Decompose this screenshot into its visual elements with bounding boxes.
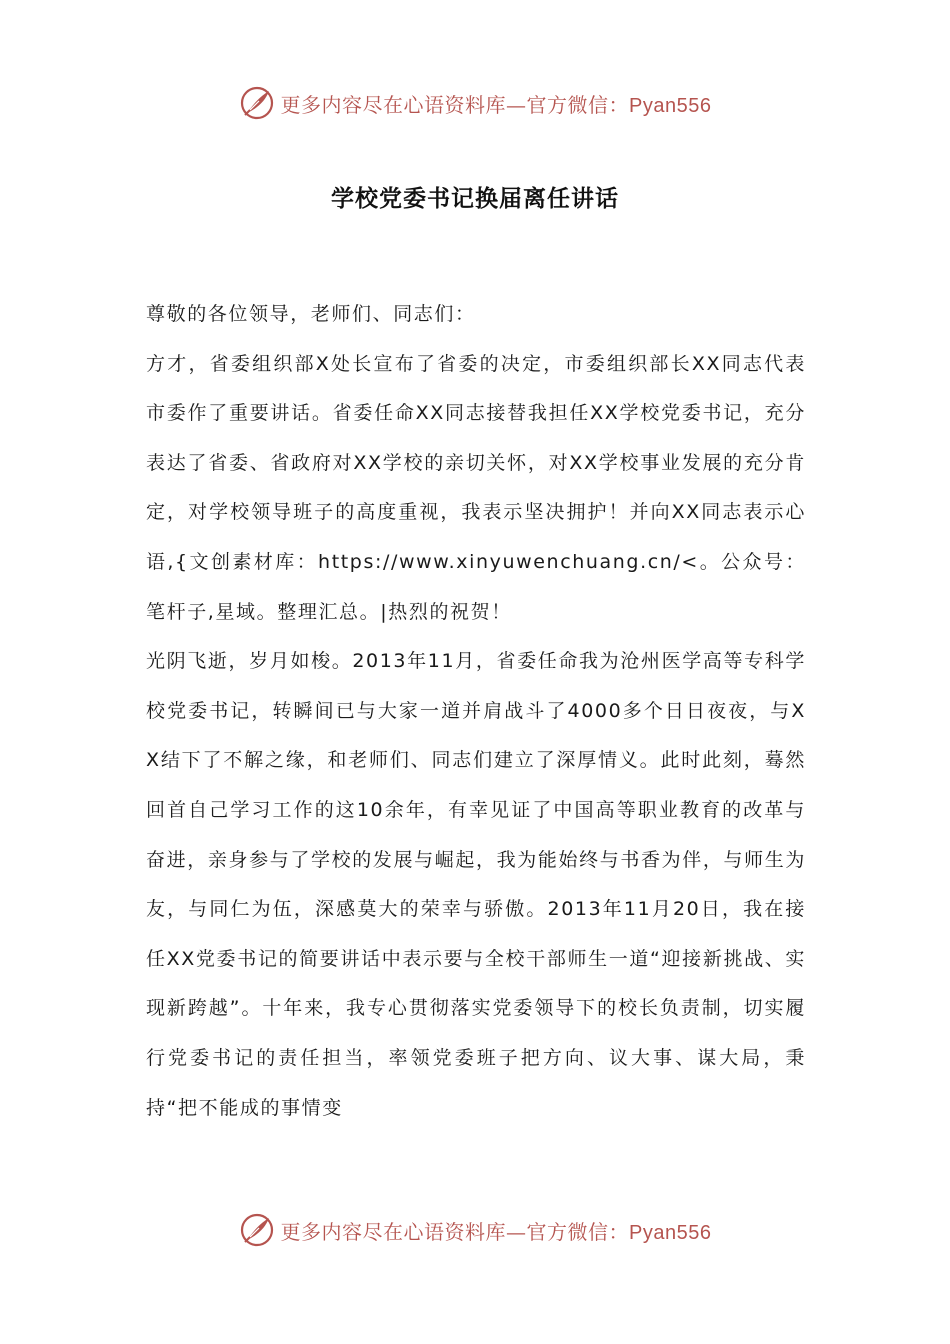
page-title: 学校党委书记换届离任讲话 (331, 186, 619, 212)
paragraph-salutation: 尊敬的各位领导，老师们、同志们： (146, 303, 476, 325)
header-banner-wechat: Pyan556 (629, 94, 712, 117)
footer-banner (0, 1208, 950, 1252)
footer-banner-label: 更多内容尽在心语资料库—官方微信： (280, 1219, 630, 1244)
header-banner-text (281, 89, 712, 118)
quill-logo-icon (239, 1212, 275, 1248)
header-banner (0, 81, 950, 125)
paragraph-2: 光阴飞逝，岁月如梭。2013年11月，省委任命我为沧州医学高等专科学校党委书记，转瞬间已与大家一道并肩战斗了4000多个日日夜夜，与XX结下了不解之缘，和老师们、同志们建立了深厚情义。此时此刻，蓦然回首自己学习工作的这10余年，有幸见证了中国高等职业教育的改革与奋进，亲身参与了学校的发展与崛起，我为能始终与书香为伴，与师生为友，与同仁为伍，深感莫大的荣幸与骄傲。2013年11月20日，我在接任XX党委书记的简要讲话中表示要与全校干部师生一道“迎接新挑战、实现新跨越”。十年来，我专心贯彻落实党委领导下的校长负责制，切实履行党委书记的责任担当，率领党委班子把方向、议大事、谋大局，秉持“把不能成的事情变 (146, 650, 806, 1119)
paragraph-1: 方才，省委组织部X处长宣布了省委的决定，市委组织部长XX同志代表市委作了重要讲话。省委任命XX同志接替我担任XX学校党委书记，充分表达了省委、省政府对XX学校的亲切关怀，对XX学校事业发展的充分肯定，对学校领导班子的高度重视，我表示坚决拥护！并向XX同志表示心语,{文创素材库：https://www.xinyuwenchuang.cn/<。公众号：笔杆子,星域。整理汇总。|热烈的祝贺！ (146, 352, 806, 623)
footer-banner-text (281, 1216, 712, 1245)
quill-logo-icon (239, 85, 275, 121)
footer-banner-wechat: Pyan556 (629, 1221, 712, 1244)
header-banner-label: 更多内容尽在心语资料库—官方微信： (280, 92, 630, 117)
document-body (146, 290, 806, 1133)
